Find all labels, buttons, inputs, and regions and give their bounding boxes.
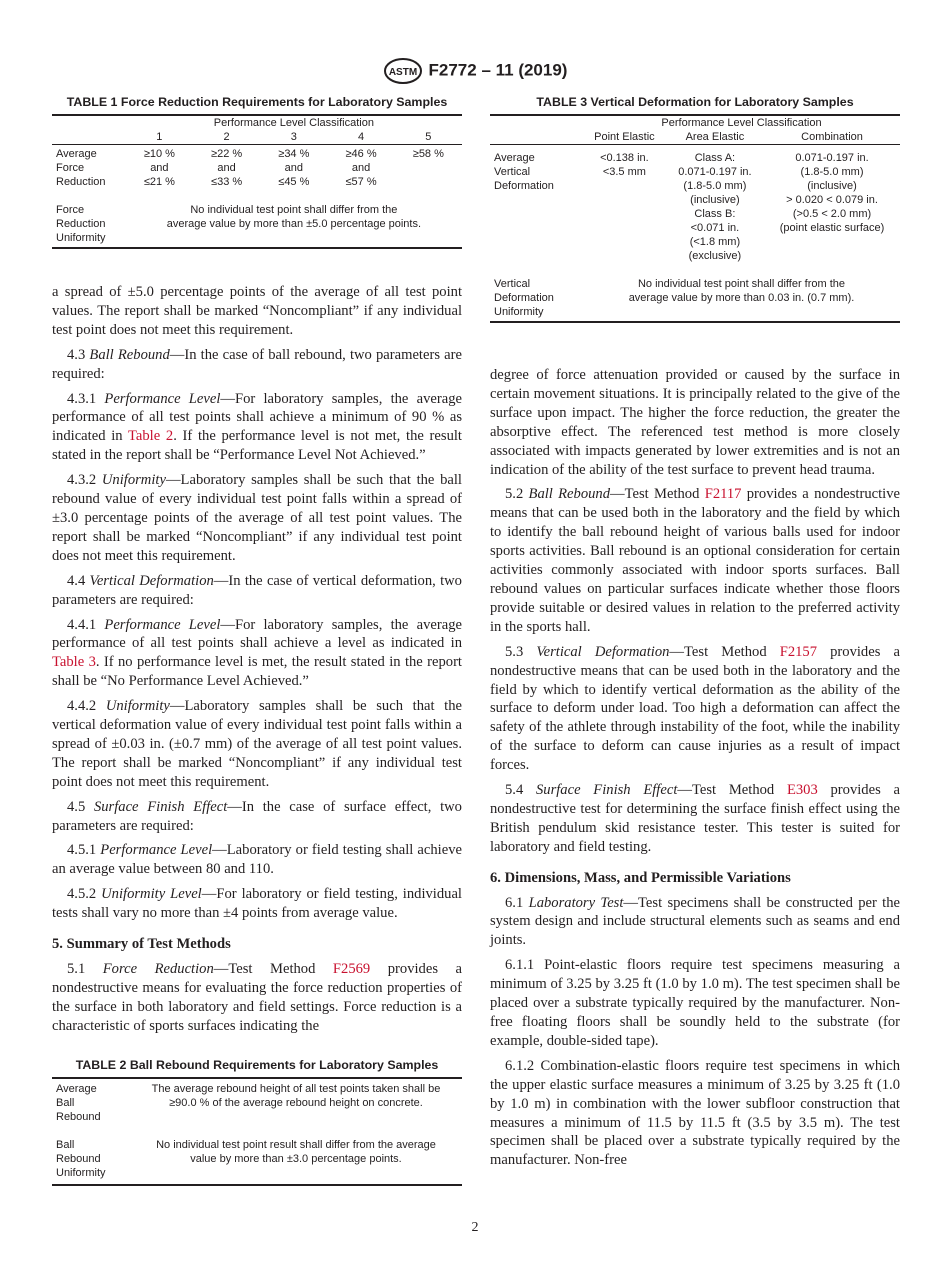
cell-line: 0.071-0.197 in. [678, 166, 752, 178]
cell-line: Ball [56, 1097, 75, 1109]
paragraph-heading: Surface Finish Effect [535, 782, 678, 799]
text: 4.4 [67, 572, 90, 589]
level-header: 5 [395, 130, 462, 145]
paragraph [490, 1057, 900, 1170]
cell-line: Uniformity [56, 232, 106, 244]
paragraph-heading: Performance Level [100, 842, 213, 859]
cell-line: and [150, 162, 169, 174]
cell-line: ≤21 % [143, 176, 175, 188]
text: 6.1 [505, 894, 529, 911]
cell-line: ≥10 % [143, 148, 175, 160]
cell-line: Reduction [56, 176, 106, 188]
cell-line: (1.8-5.0 mm) [683, 180, 747, 192]
table-cell [126, 145, 193, 190]
table-cell [193, 145, 260, 190]
cell-line: Average [56, 1083, 97, 1095]
table-caption: TABLE 2 Ball Rebound Requirements for Laboratory Samples [75, 1058, 439, 1072]
cell-line: ≥90.0 % of the average rebound height on concrete. [169, 1097, 423, 1109]
reference-link[interactable]: Table 3 [52, 654, 96, 671]
cell-line: Deformation [494, 180, 554, 192]
paragraph [52, 697, 462, 792]
table-2 [52, 1058, 462, 1186]
cell-line: ≥58 % [412, 148, 444, 160]
text: —Laboratory or field testing shall achieve an average value between 80 and 110. [52, 842, 462, 878]
cell-line: (inclusive) [690, 194, 740, 206]
cell-line: ≤45 % [278, 176, 310, 188]
reference-link[interactable]: F2569 [332, 961, 371, 977]
level-header: 3 [260, 130, 327, 145]
cell-line: > 0.020 < 0.079 in. [786, 194, 878, 206]
cell-line: No individual test point result shall differ from the average [156, 1139, 436, 1151]
cell-line: Rebound [56, 1153, 101, 1165]
text: 5.3 [505, 643, 537, 660]
reference-link[interactable]: F2117 [704, 486, 742, 503]
cell-line: Deformation [494, 292, 554, 304]
cell-line: The average rebound height of all test points taken shall be [151, 1083, 441, 1095]
text: —Test Method [669, 643, 780, 660]
page-header [0, 58, 950, 84]
cell-line: and [217, 162, 236, 174]
cell-line: Reduction [56, 218, 106, 230]
text: 4.3.1 [67, 390, 105, 407]
paragraph [490, 485, 900, 636]
cell-line: Vertical [494, 166, 531, 178]
text: provides a nondestructive means that can be used both in the laboratory and the field by which to identify vertical deformation as the ability of the surface to deform under load. Too high a deformation can affect the safety of the athlete through instability of the foot, while the inability of the surface to deform can cause injuries as a result of impact forces. [490, 643, 900, 774]
paragraph [52, 885, 462, 923]
table-row [52, 1124, 462, 1185]
cell-line: Force [56, 162, 85, 174]
text: —In the case of surface effect, two parameters are required: [52, 798, 462, 834]
group-header: Performance Level Classification [213, 117, 374, 129]
cell-line: No individual test point shall differ from the [637, 278, 846, 290]
paragraph-heading: Vertical Deformation [536, 643, 670, 660]
row-text [130, 1078, 462, 1124]
cell-line: ≤57 % [345, 176, 377, 188]
column-header: Point Elastic [583, 130, 666, 145]
svg-text:ASTM: ASTM [388, 67, 417, 78]
paragraph [490, 366, 900, 479]
text: —For laboratory samples, the average performance of all test points shall achieve a minimum of 90 % as indicated in [52, 390, 462, 445]
cell-line: (point elastic surface) [779, 222, 885, 234]
right-column [490, 366, 900, 1176]
paragraph [490, 781, 900, 857]
paragraph [490, 643, 900, 775]
text: 5.1 [67, 961, 103, 977]
text: provides a nondestructive test for determining the surface finish effect using the British pendulum skid resistance tester. This tester is suited for laboratory and field testing. [490, 782, 900, 855]
cell-line: ≥22 % [211, 148, 243, 160]
paragraph-heading: Surface Finish Effect [93, 798, 228, 815]
cell-line: Rebound [56, 1111, 101, 1123]
text: 6.1.1 Point-elastic floors require test specimens measuring a minimum of 3.25 by 3.25 ft (1.0 by 1.0 m). The test specimen shall be placed over a substrate typically required by the manufacturer. Non-free floating floors shall be soundly held to the substrate (for example, double-sided tape). [490, 957, 900, 1049]
text: 4.4.2 [67, 698, 106, 715]
table-row [52, 1078, 462, 1124]
text: —Test Method [213, 961, 333, 977]
text: —Test Method [677, 782, 787, 799]
cell-line: <0.071 in. [690, 222, 740, 234]
text: provides a nondestructive means for evaluating the force reduction properties of the surface in both laboratory and field settings. Force reduction is a characteristic of sports surfaces indicating the [52, 961, 462, 1034]
paragraph-heading: Uniformity [101, 472, 166, 489]
table-1 [52, 95, 462, 249]
paragraph-heading: Performance Level [104, 390, 221, 407]
cell-line: average value by more than 0.03 in. (0.7 mm). [628, 292, 855, 304]
table-caption: TABLE 3 Vertical Deformation for Laboratory Samples [536, 95, 854, 109]
cell-line: (exclusive) [688, 250, 742, 262]
cell-line: ≥46 % [345, 148, 377, 160]
left-column [52, 283, 462, 1042]
cell-line: Class B: [694, 208, 736, 220]
text: —Test specimens shall be constructed per the system design and include structural elements such as seams and end joints. [490, 894, 901, 949]
text: —Laboratory samples shall be such that the ball rebound value of every individual test point falls within a spread of ±3.0 percentage points of the average of all test point values. The report shall be marked “Noncompliant” if any individual test point does not meet this requirement. [52, 472, 462, 564]
level-header: 2 [193, 130, 260, 145]
section-heading [490, 869, 900, 888]
text: —For laboratory samples, the average performance of all test points shall achieve a level as indicated in [52, 616, 462, 652]
cell-line: Vertical [494, 278, 531, 290]
cell-line: 0.071-0.197 in. [795, 152, 869, 164]
astm-logo-icon [383, 58, 423, 84]
text: . If no performance level is met, the result stated in the report shall be “No Performance Level Achieved.” [52, 654, 462, 690]
cell-line: (1.8-5.0 mm) [800, 166, 864, 178]
text: 6. Dimensions, Mass, and Permissible Variations [490, 869, 791, 886]
table-cell [327, 145, 394, 190]
paragraph-heading: Uniformity [105, 698, 170, 715]
text: 6.1.2 Combination-elastic floors require test specimens in which the upper elastic surface measures a minimum of 3.25 by 3.25 ft (1.0 by 1.0 m) in combination with the lower subfloor construction that measures a minimum of 11.5 by 11.5 ft (3.5 by 3.5 m). The test specimen shall be placed over a substrate typically required by the manufacturer. Non-free [490, 1057, 900, 1169]
text: degree of force attenuation provided or caused by the surface in certain movement situations. It is principally related to the give of the surface upon impact. The higher the force reduction, the greater the absorptive effect. The referenced test method is more closely associated with impacts generated by lower extremities and is not an indication of the ability of the test surface to prevent head trauma. [490, 367, 900, 478]
cell-line: Average [494, 152, 535, 164]
text: —Test Method [610, 486, 705, 503]
text: . If the performance level is not met, the result stated in the report shall be “Performance Level Not Achieved.” [52, 428, 462, 464]
text: 5.2 [505, 486, 529, 503]
paragraph [490, 894, 900, 951]
paragraph-heading: Laboratory Test [528, 894, 624, 911]
group-header: Performance Level Classification [661, 117, 822, 129]
cell-line: ≤33 % [211, 176, 243, 188]
paragraph [52, 390, 462, 466]
paragraph [52, 471, 462, 566]
table-caption: TABLE 1 Force Reduction Requirements for Laboratory Samples [66, 95, 448, 109]
cell-line: and [284, 162, 304, 174]
paragraph [52, 283, 462, 340]
section-heading [52, 935, 462, 954]
row-label [52, 1124, 130, 1185]
level-header: 4 [327, 130, 394, 145]
row-label [52, 1078, 130, 1124]
column-header: Area Elastic [666, 130, 764, 145]
cell-line: ≥34 % [278, 148, 310, 160]
paragraph [52, 960, 462, 1036]
table-3 [490, 95, 900, 323]
row-text [130, 1124, 462, 1185]
text: 4.3 [67, 346, 90, 363]
text: 4.5 [67, 798, 94, 815]
text: 4.5.1 [67, 842, 101, 859]
cell-line: (>0.5 < 2.0 mm) [792, 208, 872, 220]
text: provides a nondestructive means that can be used both in the laboratory and the field by which to identify the ball rebound height of various balls used for indoor sports activities. Ball rebound is an optional consideration for certain activities commonly associated with indoor sports surfaces. Ball rebound values on particular surfaces indicate whether those floors provide suitable or desired values in relation to the preferred activity in the sports hall. [490, 486, 900, 635]
cell-line: (<1.8 mm) [689, 236, 741, 248]
cell-line: No individual test point shall differ from the [190, 204, 398, 216]
paragraph [52, 346, 462, 384]
level-header: 1 [126, 130, 193, 145]
cell-line: (inclusive) [807, 180, 857, 192]
paragraph [52, 798, 462, 836]
cell-line: Class A: [694, 152, 736, 164]
text: 4.4.1 [67, 616, 105, 633]
cell-line: Ball [56, 1139, 75, 1151]
paragraph-heading: Performance Level [104, 616, 221, 633]
cell-line: Average [56, 148, 97, 160]
paragraph [52, 616, 462, 692]
text: a spread of ±5.0 percentage points of the average of all test point values. The report shall be marked “Noncompliant” if any individual test point does not meet this requirement. [52, 284, 462, 338]
reference-link[interactable]: Table 2 [127, 428, 174, 445]
cell-line: and [351, 162, 371, 174]
cell-line: average value by more than ±5.0 percentage points. [166, 218, 422, 230]
paragraph-heading: Vertical Deformation [89, 572, 214, 589]
page-number: 2 [471, 1220, 479, 1235]
cell-line: <0.138 in. [600, 152, 649, 164]
text: 5.4 [505, 782, 536, 799]
table-cell [583, 145, 666, 264]
paragraph [490, 956, 900, 1051]
text: 4.5.2 [67, 886, 102, 903]
paragraph-heading: Ball Rebound [528, 486, 611, 503]
cell-line: Force [56, 204, 85, 216]
cell-line: Uniformity [56, 1167, 106, 1179]
cell-line: value by more than ±3.0 percentage points. [190, 1153, 402, 1165]
paragraph [52, 841, 462, 879]
text: —In the case of vertical deformation, two parameters are required: [52, 572, 462, 608]
text: 5. Summary of Test Methods [52, 936, 231, 953]
table-cell [395, 145, 462, 190]
cell-line: Uniformity [494, 306, 544, 318]
cell-line: <3.5 mm [602, 166, 646, 178]
reference-link[interactable]: E303 [786, 782, 818, 799]
paragraph-heading: Ball Rebound [89, 346, 170, 363]
paragraph-heading: Force Reduction [102, 961, 214, 977]
paragraph-heading: Uniformity Level [101, 886, 202, 903]
text: —Laboratory samples shall be such that the vertical deformation value of every individual test point falls within a spread of ±0.03 in. (±0.7 mm) of the average of all test point values. The report shall be marked “Noncompliant” if any individual test point does not meet this requirement. [52, 698, 462, 790]
table-cell [260, 145, 327, 190]
document-designation: F2772 – 11 (2019) [428, 60, 568, 80]
text: 4.3.2 [67, 472, 102, 489]
reference-link[interactable]: F2157 [779, 643, 818, 660]
text: —For laboratory or field testing, individual tests shall vary no more than ±4 points from average value. [52, 886, 462, 922]
paragraph [52, 572, 462, 610]
table-cell [764, 145, 900, 264]
text: —In the case of ball rebound, two parameters are required: [52, 346, 462, 382]
column-header: Combination [764, 130, 900, 145]
table-cell [666, 145, 764, 264]
